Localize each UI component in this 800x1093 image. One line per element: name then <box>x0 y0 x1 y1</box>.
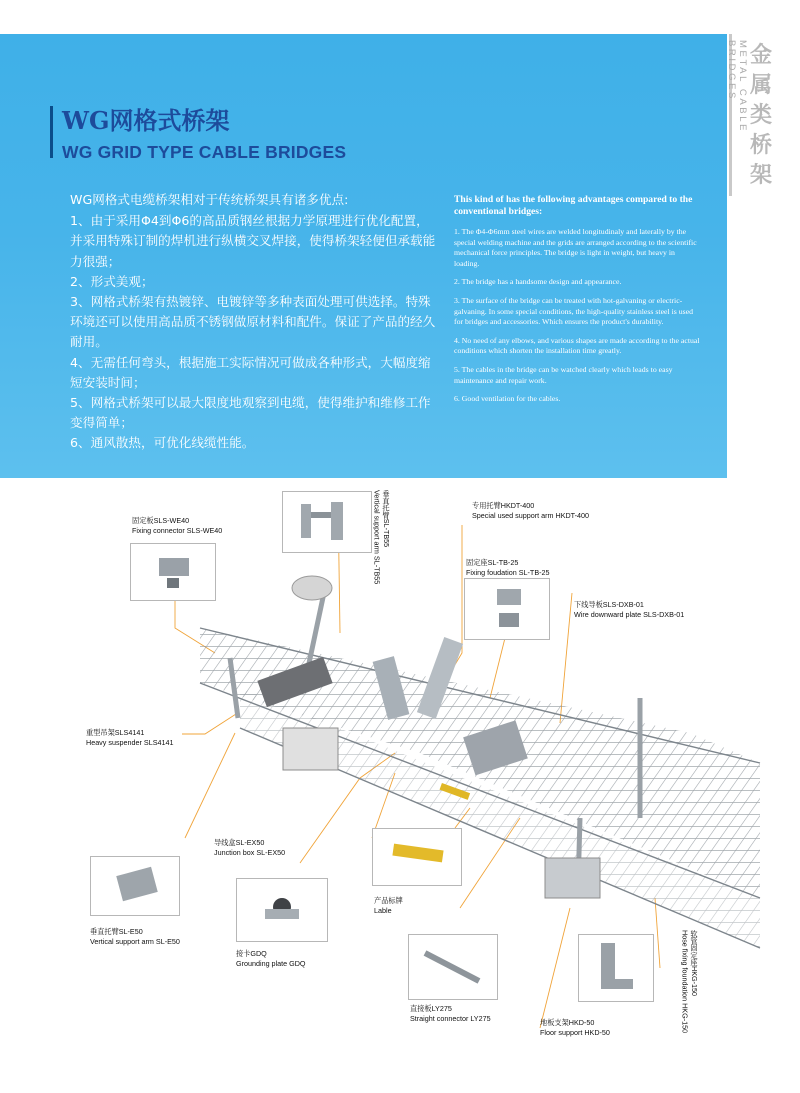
chinese-advantages <box>70 190 440 454</box>
chinese-item-3: 3、网格式桥架有热镀锌、电镀锌等多种表面处理可供选择。特殊环境还可以使用高品质不锈钢做原材料和配件。保证了产品的经久耐用。 <box>70 294 436 350</box>
chinese-item-2: 2、形式美观； <box>70 273 154 289</box>
fixing-connector-photo <box>130 543 216 601</box>
english-advantages <box>454 194 700 413</box>
label-fixing-foundation: 固定座SL-TB-25 Fixing foudation SL-TB-25 <box>466 558 550 577</box>
label-straight-connector: 直接板LY275 Straight connector LY275 <box>410 1004 491 1023</box>
label-hose-fixing: 软管固定座HKG-150 Hose fixing foundation HKG-150 <box>680 930 699 1034</box>
side-title-en: METAL CABLE BRIDGES <box>726 40 748 134</box>
chinese-item-1: 1、由于采用Φ4到Φ6的高品质钢丝根据力学原理进行优化配置，并采用特殊订制的焊机进行纵横交叉焊接，使得桥架轻便但承载能力很强； <box>70 213 436 269</box>
vertical-support-arm-tb55-photo <box>282 491 372 553</box>
floor-support-base <box>545 858 600 898</box>
label-lable: 产品标牌 Lable <box>374 896 403 915</box>
label-wire-down-plate: 下线导板SLS-DXB-01 Wire downward plate SLS-DXB-01 <box>574 600 685 619</box>
vertical-support-arm-e50-photo <box>90 856 180 916</box>
label-floor-support: 地板支架HKD-50 Floor support HKD-50 <box>540 1018 610 1037</box>
page-title-en: WG GRID TYPE CABLE BRIDGES <box>62 142 347 162</box>
label-grounding-plate: 接卡GDQ Grounding plate GDQ <box>236 949 306 968</box>
grounding-plate-photo <box>236 878 328 942</box>
floor-support-photo <box>578 934 654 1002</box>
english-heading: This kind of has the following advantages compared to the conventional bridges: <box>454 194 693 217</box>
chinese-item-6: 6、通风散热，可优化线缆性能。 <box>70 435 255 451</box>
chinese-item-5: 5、网格式桥架可以最大限度地观察到电缆，使得维护和维修工作变得简单； <box>70 395 431 431</box>
title-accent-bar <box>50 106 53 158</box>
label-fixing-connector: 固定板SLS-WE40 Fixing connector SLS-WE40 <box>132 516 223 535</box>
lable-photo <box>372 828 462 886</box>
english-item-2: 2. The bridge has a handsome design and appearance. <box>454 277 622 287</box>
straight-connector-photo <box>408 934 498 1000</box>
chinese-item-4: 4、无需任何弯头，根据施工实际情况可做成各种形式，大幅度缩短安装时间； <box>70 354 431 390</box>
label-vertical-arm-e50: 垂直托臂SL-E50 Vertical support arm SL-E50 <box>90 927 180 946</box>
english-item-1: 1. The Φ4-Φ6mm steel wires are welded longitudinaly and laterally by the special welding machine and the grids are arranged according to the scientific mechanical force principles. The bridge is light in weight, but heavy in loading. <box>454 227 697 268</box>
side-title-zh: 金属类桥架 <box>749 42 772 188</box>
english-item-4: 4. No need of any elbows, and various shapes are made according to the actual conditions which shorten the installation time greatly. <box>454 335 700 356</box>
ceiling-mount <box>292 576 332 600</box>
english-item-6: 6. Good ventilation for the cables. <box>454 394 561 404</box>
fixing-foundation-photo <box>464 578 550 640</box>
chinese-intro: WG网格式电缆桥架相对于传统桥架具有诸多优点: <box>70 192 349 207</box>
page-title-zh: WG网格式桥架 <box>62 106 230 135</box>
product-diagram <box>0 478 800 1093</box>
label-junction-box: 导线盒SL-EX50 Junction box SL-EX50 <box>214 838 286 857</box>
english-item-5: 5. The cables in the bridge can be watched clearly which leads to easy maintenance and repair work. <box>454 364 673 385</box>
label-vertical-arm-tb55: 垂直托臂SL-TB55 Vertical support arm SL-TB55 <box>372 490 391 585</box>
junction-box-shape <box>283 728 338 770</box>
english-item-3: 3. The surface of the bridge can be treated with hot-galvaning or electric-galvaning. In some special conditions, the high-quality stainless steel is used for bridges and accessories. Which ensures the product's durability. <box>454 295 694 327</box>
label-heavy-suspender: 重型吊架SLS4141 Heavy suspender SLS4141 <box>86 728 174 747</box>
label-special-arm: 专用托臂HKDT-400 Special used support arm HKDT-400 <box>472 501 590 520</box>
